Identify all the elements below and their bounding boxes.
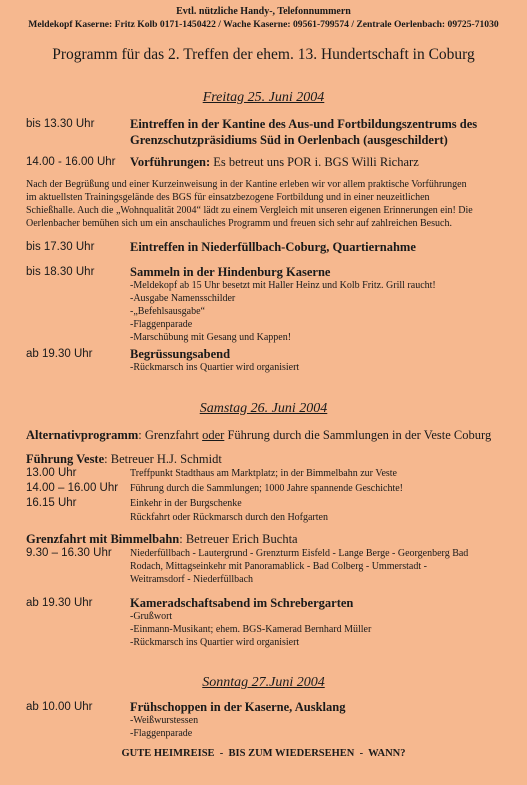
- friday-event-4: Sammeln in der Hindenburg Kaserne: [130, 265, 331, 279]
- alternative-label: Alternativprogramm: [26, 428, 139, 442]
- header-note: Evtl. nützliche Handy-, Telefonnummern: [176, 6, 351, 17]
- grenzfahrt-route: Weitramsdorf - Niederfüllbach: [130, 574, 254, 585]
- friday-event-4-item: -Marschübung mit Gesang und Kappen!: [130, 332, 292, 343]
- friday-time-4: bis 18.30 Uhr: [26, 266, 95, 278]
- kameradschaft-item: -Rückmarsch ins Quartier wird organisiert: [130, 637, 300, 648]
- grenzfahrt-route: Rodach, Mittagseinkehr mit Panoramablick - Bad Colberg - Ummerstadt -: [130, 561, 427, 572]
- veste-text: Rückfahrt oder Rückmarsch durch den Hofgarten: [130, 512, 328, 523]
- veste-label: Führung Veste: [26, 452, 105, 466]
- veste-guide: : Betreuer H.J. Schmidt: [104, 452, 222, 466]
- veste-heading: [26, 452, 222, 467]
- veste-time: 16.15 Uhr: [26, 497, 77, 509]
- kameradschaft-item: -Grußwort: [130, 611, 173, 622]
- saturday-heading: Samstag 26. Juni 2004: [199, 401, 328, 416]
- friday-event-2-label: Vorführungen:: [130, 155, 211, 169]
- friday-paragraph-line2: im aktuellsten Trainingsgelände des BGS für einsatzbezogene Fortbildung und in einer neuzeitlichen: [26, 192, 430, 203]
- saturday-alternative-line: [26, 428, 491, 443]
- friday-event-1-line2: Grenzschutzpräsidiums Süd in Oerlenbach (ausgeschildert): [130, 133, 448, 147]
- grenzfahrt-heading: [26, 532, 298, 547]
- friday-event-4-item: -„Befehlsausgabe“: [130, 306, 205, 317]
- grenzfahrt-time: 9.30 – 16.30 Uhr: [26, 547, 112, 559]
- friday-event-1-line1: Eintreffen in der Kantine des Aus-und Fortbildungszentrums des: [130, 117, 478, 131]
- sunday-title: Frühschoppen in der Kaserne, Ausklang: [130, 700, 346, 714]
- friday-heading: Freitag 25. Juni 2004: [202, 90, 325, 105]
- veste-text: Treffpunkt Stadthaus am Marktplatz; in der Bimmelbahn zur Veste: [130, 468, 397, 479]
- grenzfahrt-label: Grenzfahrt mit Bimmelbahn: [26, 532, 180, 546]
- sunday-item: -Flaggenparade: [130, 728, 193, 739]
- friday-paragraph-line3: Schießhalle. Auch die „Wohnqualität 2004“ lädt zu einem Vergleich mit unseren eigenen Erinnerungen ein! Die: [26, 205, 473, 216]
- kameradschaft-title: Kameradschaftsabend im Schrebergarten: [130, 596, 354, 610]
- veste-time: 13.00 Uhr: [26, 467, 77, 479]
- friday-event-2-text: Es betreut uns POR i. BGS Willi Richarz: [210, 155, 419, 169]
- veste-time: 14.00 – 16.00 Uhr: [26, 482, 119, 494]
- veste-text: Führung durch die Sammlungen; 1000 Jahre spannende Geschichte!: [130, 483, 403, 494]
- friday-time-3: bis 17.30 Uhr: [26, 241, 95, 253]
- friday-event-2: [130, 155, 419, 170]
- friday-time-5: ab 19.30 Uhr: [26, 348, 93, 360]
- alternative-oder: oder: [202, 428, 225, 442]
- friday-paragraph-line1: Nach der Begrüßung und einer Kurzeinweisung in der Kantine erleben wir vor allem praktische Vorführungen: [26, 179, 467, 190]
- grenzfahrt-guide: : Betreuer Erich Buchta: [179, 532, 298, 546]
- friday-time-1: bis 13.30 Uhr: [26, 118, 95, 130]
- alternative-text-b: Führung durch die Sammlungen in der Veste Coburg: [224, 428, 492, 442]
- friday-event-5: Begrüssungsabend: [130, 347, 231, 361]
- friday-event-4-item: -Ausgabe Namensschilder: [130, 293, 236, 304]
- friday-event-4-item: -Meldekopf ab 15 Uhr besetzt mit Haller Heinz und Kolb Fritz. Grill raucht!: [130, 280, 436, 291]
- footer-farewell: GUTE HEIMREISE - BIS ZUM WIEDERSEHEN - WANN?: [121, 748, 406, 759]
- veste-text: Einkehr in der Burgschenke: [130, 498, 242, 509]
- sunday-item: -Weißwurstessen: [130, 715, 199, 726]
- page-title: Programm für das 2. Treffen der ehem. 13. Hundertschaft in Coburg: [52, 46, 475, 63]
- kameradschaft-item: -Einmann-Musikant; ehem. BGS-Kamerad Bernhard Müller: [130, 624, 372, 635]
- friday-paragraph-line4: Oerlenbacher bemühen sich um ein anschauliches Programm und freuen sich sehr auf zahlreichen Besuch.: [26, 218, 452, 229]
- friday-event-3: Eintreffen in Niederfüllbach-Coburg, Quartiernahme: [130, 240, 416, 254]
- kameradschaft-time: ab 19.30 Uhr: [26, 597, 93, 609]
- friday-time-2: 14.00 - 16.00 Uhr: [26, 156, 116, 168]
- friday-event-5-item: -Rückmarsch ins Quartier wird organisiert: [130, 362, 300, 373]
- friday-event-4-item: -Flaggenparade: [130, 319, 193, 330]
- sunday-heading: Sonntag 27.Juni 2004: [202, 675, 325, 690]
- grenzfahrt-route: Niederfüllbach - Lautergrund - Grenzturm Eisfeld - Lange Berge - Georgenberg Bad: [130, 548, 469, 559]
- header-phones: Meldekopf Kaserne: Fritz Kolb 0171-1450422 / Wache Kaserne: 09561-799574 / Zentrale Oerlenbach: 09725-71030: [28, 19, 499, 30]
- sunday-time: ab 10.00 Uhr: [26, 701, 93, 713]
- alternative-text-a: : Grenzfahrt: [138, 428, 203, 442]
